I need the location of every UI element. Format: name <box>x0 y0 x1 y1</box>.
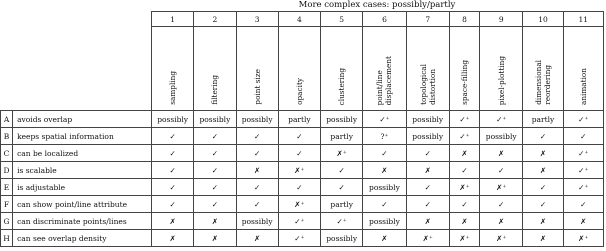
table-cell: ✗ <box>406 162 449 179</box>
table-cell: ✗ <box>449 213 479 230</box>
table-cell: ✗ <box>523 230 563 247</box>
row-letter: F <box>1 196 13 213</box>
table-cell: ✓⁺ <box>563 179 603 196</box>
table-cell: ✓ <box>194 179 236 196</box>
column-number: 9 <box>480 12 523 27</box>
column-label <box>406 27 449 111</box>
column-label-text: topological distortion <box>418 64 437 105</box>
table-cell: ✓ <box>321 162 363 179</box>
column-label <box>151 27 193 111</box>
row-criterion: can discriminate points/lines <box>13 213 152 230</box>
column-label <box>278 27 320 111</box>
table-cell: possibly <box>406 128 449 145</box>
row-letter: H <box>1 230 13 247</box>
column-number-row <box>1 12 604 27</box>
table-cell: ✗⁺ <box>449 179 479 196</box>
column-number: 7 <box>406 12 449 27</box>
table-row <box>1 196 604 213</box>
column-number: 11 <box>563 12 603 27</box>
table-cell: ✗ <box>363 162 406 179</box>
table-cell: ✗⁺ <box>406 230 449 247</box>
column-label <box>194 27 236 111</box>
table-cell: partly <box>321 128 363 145</box>
table-cell: ✓⁺ <box>449 111 479 128</box>
column-number: 6 <box>363 12 406 27</box>
column-label <box>363 27 406 111</box>
table-cell: ✓ <box>406 179 449 196</box>
table-cell: partly <box>321 196 363 213</box>
row-criterion: can show point/line attribute <box>13 196 152 213</box>
column-label-text: opacity <box>294 78 304 105</box>
table-cell: possibly <box>236 213 278 230</box>
table-cell: partly <box>278 111 320 128</box>
column-label <box>523 27 563 111</box>
row-letter: B <box>1 128 13 145</box>
table-cell: ✓ <box>480 162 523 179</box>
table-cell: ✓ <box>151 162 193 179</box>
table-cell: ✗ <box>523 145 563 162</box>
table-caption: More complex cases: possibly/partly <box>298 0 456 10</box>
table-cell: ✓ <box>151 145 193 162</box>
table-cell: ✓ <box>151 128 193 145</box>
table-row <box>1 128 604 145</box>
table-cell: ✗⁺ <box>449 230 479 247</box>
row-letter: A <box>1 111 13 128</box>
column-label-text: animation <box>578 67 588 105</box>
table-cell: ✓ <box>523 179 563 196</box>
table-cell: ✓⁺ <box>480 111 523 128</box>
row-letter: C <box>1 145 13 162</box>
comparison-table <box>0 11 604 247</box>
table-cell: ✓ <box>278 128 320 145</box>
row-criterion: can see overlap density <box>13 230 152 247</box>
table-cell: partly <box>523 111 563 128</box>
table-cell: ✗ <box>236 230 278 247</box>
column-label-text: point size <box>252 69 262 105</box>
column-number: 10 <box>523 12 563 27</box>
column-label <box>236 27 278 111</box>
table-cell: ✓ <box>406 145 449 162</box>
table-cell: ✓⁺ <box>278 213 320 230</box>
table-cell: ✓ <box>194 162 236 179</box>
column-label <box>480 27 523 111</box>
table-cell: ✗⁺ <box>563 230 603 247</box>
table-cell: ✓ <box>363 145 406 162</box>
table-cell: ✓ <box>194 145 236 162</box>
table-row <box>1 179 604 196</box>
table-cell: ✗ <box>406 213 449 230</box>
table-cell: ?⁺ <box>363 128 406 145</box>
column-label-text: dimensional reordering <box>533 60 552 105</box>
column-number: 5 <box>321 12 363 27</box>
row-criterion: avoids overlap <box>13 111 152 128</box>
column-number: 3 <box>236 12 278 27</box>
table-cell: ✓ <box>236 179 278 196</box>
table-cell: ✗⁺ <box>278 196 320 213</box>
header-blank <box>1 12 152 27</box>
table-cell: ✗ <box>151 230 193 247</box>
table-cell: ✓ <box>151 196 193 213</box>
table-cell: ✗ <box>480 145 523 162</box>
table-cell: ✗ <box>523 162 563 179</box>
table-cell: possibly <box>363 213 406 230</box>
column-label-text: sampling <box>168 71 178 105</box>
row-criterion: keeps spatial information <box>13 128 152 145</box>
table-cell: ✓ <box>278 179 320 196</box>
table-cell: ✗ <box>363 230 406 247</box>
table-cell: ✗⁺ <box>480 230 523 247</box>
column-number: 8 <box>449 12 479 27</box>
row-criterion: is scalable <box>13 162 152 179</box>
row-letter: E <box>1 179 13 196</box>
table-cell: ✗⁺ <box>480 179 523 196</box>
column-label <box>449 27 479 111</box>
table-cell: ✗ <box>151 213 193 230</box>
column-number: 4 <box>278 12 320 27</box>
table-cell: ✓ <box>523 196 563 213</box>
table-cell: ✓ <box>480 196 523 213</box>
table-cell: ✗ <box>194 230 236 247</box>
column-label-row <box>1 27 604 111</box>
table-cell: ✓ <box>278 145 320 162</box>
table-cell: possibly <box>151 111 193 128</box>
table-cell: ✓ <box>363 196 406 213</box>
table-cell: ✗ <box>194 213 236 230</box>
column-label-text: pixel-plotting <box>496 55 506 105</box>
column-label-text: filtering <box>210 75 220 105</box>
row-letter: G <box>1 213 13 230</box>
column-number: 2 <box>194 12 236 27</box>
column-number: 1 <box>151 12 193 27</box>
column-label-text: point/line displacement <box>375 55 394 105</box>
header-blank <box>1 27 152 111</box>
table-cell: ✗ <box>449 145 479 162</box>
table-row <box>1 162 604 179</box>
table-row <box>1 111 604 128</box>
table-cell: ✓⁺ <box>563 111 603 128</box>
table-cell: ✓ <box>151 179 193 196</box>
row-criterion: is adjustable <box>13 179 152 196</box>
table-cell: ✓ <box>321 179 363 196</box>
column-label <box>321 27 363 111</box>
table-cell: possibly <box>480 128 523 145</box>
table-cell: ✓⁺ <box>363 111 406 128</box>
table-cell: ✓ <box>449 162 479 179</box>
table-cell: possibly <box>363 179 406 196</box>
table-row <box>1 230 604 247</box>
table-cell: ✗ <box>523 213 563 230</box>
table-cell: possibly <box>321 111 363 128</box>
table-cell: ✗ <box>563 213 603 230</box>
table-row <box>1 213 604 230</box>
table-row <box>1 145 604 162</box>
column-label-text: clustering <box>337 67 347 105</box>
table-cell: ✗⁺ <box>278 162 320 179</box>
table-cell: ✓ <box>563 128 603 145</box>
table-cell: ✗ <box>480 213 523 230</box>
table-cell: ✓ <box>194 196 236 213</box>
table-cell: possibly <box>406 111 449 128</box>
table-cell: ✓⁺ <box>563 162 603 179</box>
table-cell: ✗⁺ <box>321 145 363 162</box>
table-cell: ✓ <box>406 196 449 213</box>
table-cell: ✓ <box>563 196 603 213</box>
column-label-text: space-filling <box>459 60 469 105</box>
table-cell: possibly <box>321 230 363 247</box>
table-cell: ✓ <box>523 128 563 145</box>
table-cell: ✓ <box>236 145 278 162</box>
table-cell: ✓⁺ <box>563 145 603 162</box>
table-cell: ✓ <box>194 128 236 145</box>
table-cell: ✗ <box>236 162 278 179</box>
table-cell: ✓⁺ <box>449 128 479 145</box>
table-cell: possibly <box>236 111 278 128</box>
table-cell: ✓⁺ <box>321 213 363 230</box>
row-letter: D <box>1 162 13 179</box>
table-cell: ✓⁺ <box>278 230 320 247</box>
table-cell: possibly <box>194 111 236 128</box>
column-label <box>563 27 603 111</box>
row-criterion: can be localized <box>13 145 152 162</box>
table-cell: ✓ <box>236 196 278 213</box>
table-cell: ✓ <box>236 128 278 145</box>
table-cell: ✓ <box>449 196 479 213</box>
